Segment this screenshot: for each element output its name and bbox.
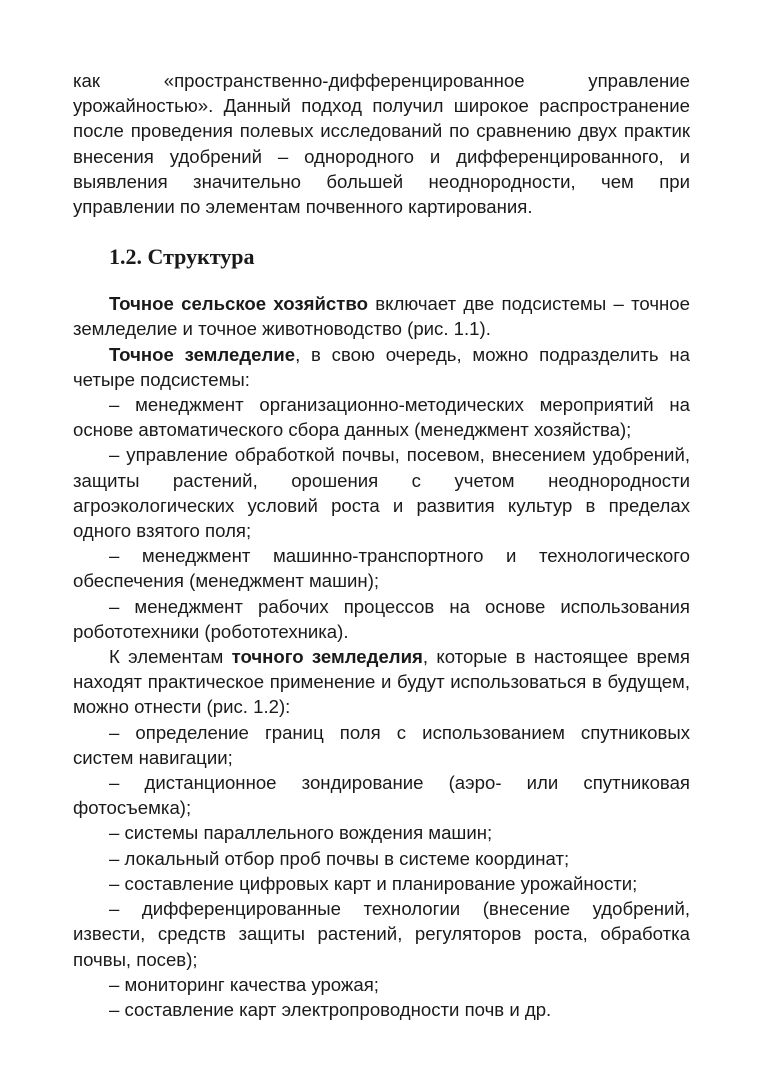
spacer — [73, 271, 690, 291]
bold-term: точного земледелия — [231, 646, 423, 668]
bold-term: Точное земледелие — [109, 343, 296, 365]
list-item-element: – локальный отбор проб почвы в системе координат; — [109, 847, 570, 869]
document-page — [73, 68, 690, 1022]
paragraph-text: включает две подсистемы – точное земледелие и точное животноводство (рис. 1.1). — [73, 293, 690, 340]
list-item-subsystem: – менеджмент организационно-методических мероприятий на основе автоматического сбора данных (менеджмент хозяйства); — [73, 394, 690, 441]
list-item-element: – определение границ поля с использованием спутниковых систем навигации; — [73, 721, 690, 768]
paragraph-precision-agriculture — [73, 291, 690, 341]
list-item-element: – дистанционное зондирование (аэро- или спутниковая фотосъемка); — [73, 772, 690, 819]
intro-paragraph: как «пространственно-дифференцированное управление урожайностью». Данный подход получил широкое распространение после проведения полевых исследований по сравнению двух практик внесения удобрений – однородного и дифференцированного, и выявления значительно большей неоднородности, чем при управлении по элементам почвенного картирования. — [73, 70, 690, 218]
paragraph-elements-intro — [73, 644, 690, 720]
section-heading: 1.2. Структура — [109, 244, 255, 270]
list-item-element: – системы параллельного вождения машин; — [109, 822, 493, 844]
list-item-subsystem: – менеджмент машинно-транспортного и технологического обеспечения (менеджмент машин); — [73, 545, 690, 592]
list-item-element: – составление карт электропроводности почв и др. — [109, 998, 552, 1020]
list-item-subsystem: – управление обработкой почвы, посевом, внесением удобрений, защиты растений, орошения с учетом неоднородности агроэкологических условий роста и развития культур в пределах одного взятого поля; — [73, 444, 690, 542]
spacer — [73, 219, 690, 243]
paragraph-text: , в свою очередь, можно подразделить на четыре подсистемы: — [73, 343, 690, 390]
paragraph-text: , которые в настоящее время находят практическое применение и будут использоваться в будущем, можно отнести (рис. 1.2): — [73, 646, 690, 718]
paragraph-text: К элементам — [109, 646, 232, 668]
list-item-subsystem: – менеджмент рабочих процессов на основе использования робототехники (робототехника). — [73, 595, 690, 642]
list-item-element: – дифференцированные технологии (внесение удобрений, извести, средств защиты растений, регуляторов роста, обработка почвы, посев); — [73, 898, 690, 970]
paragraph-precision-farming — [73, 342, 690, 392]
list-item-element: – мониторинг качества урожая; — [109, 973, 379, 995]
list-item-element: – составление цифровых карт и планирование урожайности; — [109, 872, 638, 894]
bold-term: Точное сельское хозяйство — [109, 293, 368, 315]
